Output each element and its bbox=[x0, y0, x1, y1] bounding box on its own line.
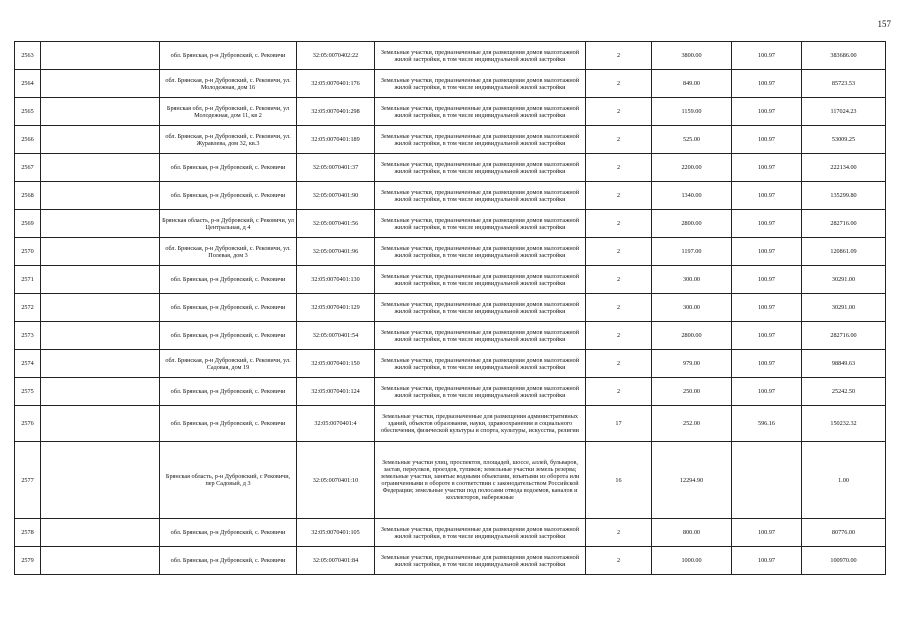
cadastral-value-cell: 80776.00 bbox=[802, 519, 886, 547]
cadastral-value-cell: 30291.00 bbox=[802, 294, 886, 322]
cadastral-value-cell: 53009.25 bbox=[802, 126, 886, 154]
address-cell: обл. Брянская, р-н Дубровский, с. Рековичи, ул. Молодежная, дом 16 bbox=[160, 70, 297, 98]
category-code-cell: 2 bbox=[586, 378, 652, 406]
cadastral-value-cell: 25242.50 bbox=[802, 378, 886, 406]
rate-cell: 100.97 bbox=[732, 126, 802, 154]
row-number-cell: 2573 bbox=[15, 322, 41, 350]
address-cell: обл. Брянская, р-н Дубровский, с. Рековичи bbox=[160, 519, 297, 547]
address-cell: обл. Брянская, р-н Дубровский, с. Рековичи, ул. Полевая, дом 3 bbox=[160, 238, 297, 266]
area-cell: 300.00 bbox=[652, 294, 732, 322]
table-row bbox=[15, 154, 886, 182]
area-cell: 525.00 bbox=[652, 126, 732, 154]
empty-cell bbox=[41, 519, 160, 547]
cadastral-value-cell: 282716.00 bbox=[802, 210, 886, 238]
land-use-cell: Земельные участки, предназначенные для размещения домов малоэтажной жилой застройки, в том числе индивидуальной жилой застройки bbox=[375, 266, 586, 294]
area-cell: 800.00 bbox=[652, 519, 732, 547]
rate-cell: 100.97 bbox=[732, 519, 802, 547]
land-use-cell: Земельные участки, предназначенные для размещения домов малоэтажной жилой застройки, в том числе индивидуальной жилой застройки bbox=[375, 547, 586, 575]
table-row bbox=[15, 266, 886, 294]
cadastral-value-cell: 135299.80 bbox=[802, 182, 886, 210]
rate-cell: 100.97 bbox=[732, 210, 802, 238]
row-number-cell: 2566 bbox=[15, 126, 41, 154]
address-cell: обл. Брянская, р-н Дубровский, с. Рековичи bbox=[160, 322, 297, 350]
land-use-cell: Земельные участки, предназначенные для размещения домов малоэтажной жилой застройки, в том числе индивидуальной жилой застройки bbox=[375, 98, 586, 126]
rate-cell: 100.97 bbox=[732, 378, 802, 406]
empty-cell bbox=[41, 322, 160, 350]
rate-cell: 100.97 bbox=[732, 294, 802, 322]
cadastral-number-cell: 32:05:0070401:54 bbox=[297, 322, 375, 350]
row-number-cell: 2575 bbox=[15, 378, 41, 406]
empty-cell bbox=[41, 182, 160, 210]
cadastral-value-cell: 98849.63 bbox=[802, 350, 886, 378]
category-code-cell: 2 bbox=[586, 98, 652, 126]
cadastral-value-cell: 150232.32 bbox=[802, 406, 886, 442]
row-number-cell: 2571 bbox=[15, 266, 41, 294]
address-cell: обл. Брянская, р-н Дубровский, с. Рековичи, ул. Садовая, дом 19 bbox=[160, 350, 297, 378]
table-row bbox=[15, 182, 886, 210]
table-row bbox=[15, 322, 886, 350]
area-cell: 300.00 bbox=[652, 266, 732, 294]
empty-cell bbox=[41, 294, 160, 322]
cadastral-number-cell: 32:05:0070401:129 bbox=[297, 294, 375, 322]
cadastral-number-cell: 32:05:0070401:130 bbox=[297, 266, 375, 294]
area-cell: 979.00 bbox=[652, 350, 732, 378]
category-code-cell: 2 bbox=[586, 350, 652, 378]
category-code-cell: 2 bbox=[586, 70, 652, 98]
category-code-cell: 2 bbox=[586, 182, 652, 210]
row-number-cell: 2578 bbox=[15, 519, 41, 547]
area-cell: 1159.00 bbox=[652, 98, 732, 126]
category-code-cell: 16 bbox=[586, 442, 652, 519]
row-number-cell: 2577 bbox=[15, 442, 41, 519]
address-cell: обл. Брянская, р-н Дубровский, с. Рековичи bbox=[160, 42, 297, 70]
land-use-cell: Земельные участки, предназначенные для размещения домов малоэтажной жилой застройки, в том числе индивидуальной жилой застройки bbox=[375, 154, 586, 182]
empty-cell bbox=[41, 42, 160, 70]
empty-cell bbox=[41, 238, 160, 266]
address-cell: обл. Брянская, р-н Дубровский, с. Рековичи bbox=[160, 294, 297, 322]
table-row bbox=[15, 238, 886, 266]
address-cell: обл. Брянская, р-н Дубровский, с. Рековичи, ул. Журавлева, дом 32, кв.3 bbox=[160, 126, 297, 154]
table-row bbox=[15, 70, 886, 98]
row-number-cell: 2570 bbox=[15, 238, 41, 266]
cadastral-value-cell: 120861.09 bbox=[802, 238, 886, 266]
rate-cell: 100.97 bbox=[732, 42, 802, 70]
category-code-cell: 2 bbox=[586, 519, 652, 547]
land-use-cell: Земельные участки улиц, проспектов, площадей, шоссе, аллей, бульваров, застав, переулков, проездов, тупиков; земельные участки земель резерва; земельные участки, занятые водными объектами, изъятыми из оборота или ограниченными в обороте в соответствии с законодательством Российской Федерации; земельные участки под полосами отвода водоемов, каналов и коллекторов, набережные bbox=[375, 442, 586, 519]
rate-cell: 100.97 bbox=[732, 70, 802, 98]
cadastral-number-cell: 32:05:0070402:22 bbox=[297, 42, 375, 70]
cadastral-number-cell: 32:05:0070401:96 bbox=[297, 238, 375, 266]
address-cell: Брянская область, р-н Дубровский, с Рековичи, пер Садовый, д 3 bbox=[160, 442, 297, 519]
area-cell: 250.00 bbox=[652, 378, 732, 406]
table-row bbox=[15, 406, 886, 442]
land-use-cell: Земельные участки, предназначенные для размещения административных зданий, объектов образования, науки, здравоохранения и социального обеспечения, физической культуры и спорта, культуры, искусства, религии bbox=[375, 406, 586, 442]
category-code-cell: 2 bbox=[586, 154, 652, 182]
area-cell: 849.00 bbox=[652, 70, 732, 98]
table-row bbox=[15, 442, 886, 519]
area-cell: 2800.00 bbox=[652, 210, 732, 238]
area-cell: 3800.00 bbox=[652, 42, 732, 70]
rate-cell: 100.97 bbox=[732, 322, 802, 350]
category-code-cell: 17 bbox=[586, 406, 652, 442]
cadastral-value-cell: 85723.53 bbox=[802, 70, 886, 98]
area-cell: 1340.00 bbox=[652, 182, 732, 210]
land-use-cell: Земельные участки, предназначенные для размещения домов малоэтажной жилой застройки, в том числе индивидуальной жилой застройки bbox=[375, 322, 586, 350]
empty-cell bbox=[41, 70, 160, 98]
area-cell: 2800.00 bbox=[652, 322, 732, 350]
row-number-cell: 2576 bbox=[15, 406, 41, 442]
row-number-cell: 2568 bbox=[15, 182, 41, 210]
cadastral-value-cell: 282716.00 bbox=[802, 322, 886, 350]
address-cell: Брянская обл, р-н Дубровский, с. Рековичи, ул Молодежная, дом 11, кв 2 bbox=[160, 98, 297, 126]
row-number-cell: 2579 bbox=[15, 547, 41, 575]
cadastral-value-cell: 383686.00 bbox=[802, 42, 886, 70]
cadastral-value-cell: 30291.00 bbox=[802, 266, 886, 294]
rate-cell: 100.97 bbox=[732, 182, 802, 210]
empty-cell bbox=[41, 154, 160, 182]
cadastral-value-cell: 222134.00 bbox=[802, 154, 886, 182]
table-row bbox=[15, 547, 886, 575]
empty-cell bbox=[41, 266, 160, 294]
land-use-cell: Земельные участки, предназначенные для размещения домов малоэтажной жилой застройки, в том числе индивидуальной жилой застройки bbox=[375, 182, 586, 210]
cadastral-number-cell: 32:05:0070401:4 bbox=[297, 406, 375, 442]
table-row bbox=[15, 378, 886, 406]
cadastral-number-cell: 32:05:0070401:298 bbox=[297, 98, 375, 126]
address-cell: обл. Брянская, р-н Дубровский, с. Рековичи bbox=[160, 378, 297, 406]
rate-cell: 596.16 bbox=[732, 406, 802, 442]
rate-cell: 100.97 bbox=[732, 154, 802, 182]
rate-cell: 100.97 bbox=[732, 266, 802, 294]
address-cell: обл. Брянская, р-н Дубровский, с. Рековичи bbox=[160, 154, 297, 182]
row-number-cell: 2569 bbox=[15, 210, 41, 238]
cadastral-number-cell: 32:05:0070401:105 bbox=[297, 519, 375, 547]
empty-cell bbox=[41, 98, 160, 126]
category-code-cell: 2 bbox=[586, 294, 652, 322]
table-row bbox=[15, 294, 886, 322]
table-body bbox=[15, 42, 886, 575]
cadastral-value-cell: 117024.23 bbox=[802, 98, 886, 126]
category-code-cell: 2 bbox=[586, 322, 652, 350]
cadastral-number-cell: 32:05:0070401:90 bbox=[297, 182, 375, 210]
category-code-cell: 2 bbox=[586, 210, 652, 238]
category-code-cell: 2 bbox=[586, 42, 652, 70]
rate-cell bbox=[732, 442, 802, 519]
row-number-cell: 2565 bbox=[15, 98, 41, 126]
cadastral-number-cell: 32:05:0070401:189 bbox=[297, 126, 375, 154]
cadastral-number-cell: 32:05:0070401:176 bbox=[297, 70, 375, 98]
cadastral-number-cell: 32:05:0070401:37 bbox=[297, 154, 375, 182]
land-use-cell: Земельные участки, предназначенные для размещения домов малоэтажной жилой застройки, в том числе индивидуальной жилой застройки bbox=[375, 126, 586, 154]
cadastral-value-cell: 100970.00 bbox=[802, 547, 886, 575]
table-row bbox=[15, 350, 886, 378]
cadastral-number-cell: 32:05:0070401:124 bbox=[297, 378, 375, 406]
cadastral-number-cell: 32:05:0070401:150 bbox=[297, 350, 375, 378]
cadastral-number-cell: 32:05:0070401:56 bbox=[297, 210, 375, 238]
land-use-cell: Земельные участки, предназначенные для размещения домов малоэтажной жилой застройки, в том числе индивидуальной жилой застройки bbox=[375, 70, 586, 98]
page-number: 157 bbox=[877, 19, 891, 29]
empty-cell bbox=[41, 547, 160, 575]
row-number-cell: 2574 bbox=[15, 350, 41, 378]
empty-cell bbox=[41, 406, 160, 442]
cadastral-value-cell: 1.00 bbox=[802, 442, 886, 519]
land-use-cell: Земельные участки, предназначенные для размещения домов малоэтажной жилой застройки, в том числе индивидуальной жилой застройки bbox=[375, 350, 586, 378]
land-registry-table bbox=[14, 41, 886, 575]
cadastral-number-cell: 32:05:0070401:10 bbox=[297, 442, 375, 519]
table-row bbox=[15, 210, 886, 238]
table-row bbox=[15, 126, 886, 154]
category-code-cell: 2 bbox=[586, 126, 652, 154]
address-cell: Брянская область, р-н Дубровский, с Рековичи, ул Центральная, д 4 bbox=[160, 210, 297, 238]
rate-cell: 100.97 bbox=[732, 350, 802, 378]
category-code-cell: 2 bbox=[586, 266, 652, 294]
address-cell: обл. Брянская, р-н Дубровский, с. Рековичи bbox=[160, 182, 297, 210]
empty-cell bbox=[41, 210, 160, 238]
land-use-cell: Земельные участки, предназначенные для размещения домов малоэтажной жилой застройки, в том числе индивидуальной жилой застройки bbox=[375, 519, 586, 547]
category-code-cell: 2 bbox=[586, 238, 652, 266]
area-cell: 252.00 bbox=[652, 406, 732, 442]
table-row bbox=[15, 42, 886, 70]
empty-cell bbox=[41, 126, 160, 154]
row-number-cell: 2567 bbox=[15, 154, 41, 182]
rate-cell: 100.97 bbox=[732, 238, 802, 266]
area-cell: 2200.00 bbox=[652, 154, 732, 182]
cadastral-number-cell: 32:05:0070401:84 bbox=[297, 547, 375, 575]
row-number-cell: 2563 bbox=[15, 42, 41, 70]
table-row bbox=[15, 519, 886, 547]
area-cell: 1000.00 bbox=[652, 547, 732, 575]
land-use-cell: Земельные участки, предназначенные для размещения домов малоэтажной жилой застройки, в том числе индивидуальной жилой застройки bbox=[375, 238, 586, 266]
address-cell: обл. Брянская, р-н Дубровский, с. Рековичи bbox=[160, 266, 297, 294]
rate-cell: 100.97 bbox=[732, 98, 802, 126]
land-use-cell: Земельные участки, предназначенные для размещения домов малоэтажной жилой застройки, в том числе индивидуальной жилой застройки bbox=[375, 294, 586, 322]
row-number-cell: 2564 bbox=[15, 70, 41, 98]
category-code-cell: 2 bbox=[586, 547, 652, 575]
rate-cell: 100.97 bbox=[732, 547, 802, 575]
address-cell: обл. Брянская, р-н Дубровский, с. Рековичи bbox=[160, 406, 297, 442]
row-number-cell: 2572 bbox=[15, 294, 41, 322]
empty-cell bbox=[41, 442, 160, 519]
land-use-cell: Земельные участки, предназначенные для размещения домов малоэтажной жилой застройки, в том числе индивидуальной жилой застройки bbox=[375, 378, 586, 406]
address-cell: обл. Брянская, р-н Дубровский, с. Рековичи bbox=[160, 547, 297, 575]
land-use-cell: Земельные участки, предназначенные для размещения домов малоэтажной жилой застройки, в том числе индивидуальной жилой застройки bbox=[375, 42, 586, 70]
table-row bbox=[15, 98, 886, 126]
empty-cell bbox=[41, 350, 160, 378]
empty-cell bbox=[41, 378, 160, 406]
area-cell: 12294.90 bbox=[652, 442, 732, 519]
land-use-cell: Земельные участки, предназначенные для размещения домов малоэтажной жилой застройки, в том числе индивидуальной жилой застройки bbox=[375, 210, 586, 238]
area-cell: 1197.00 bbox=[652, 238, 732, 266]
